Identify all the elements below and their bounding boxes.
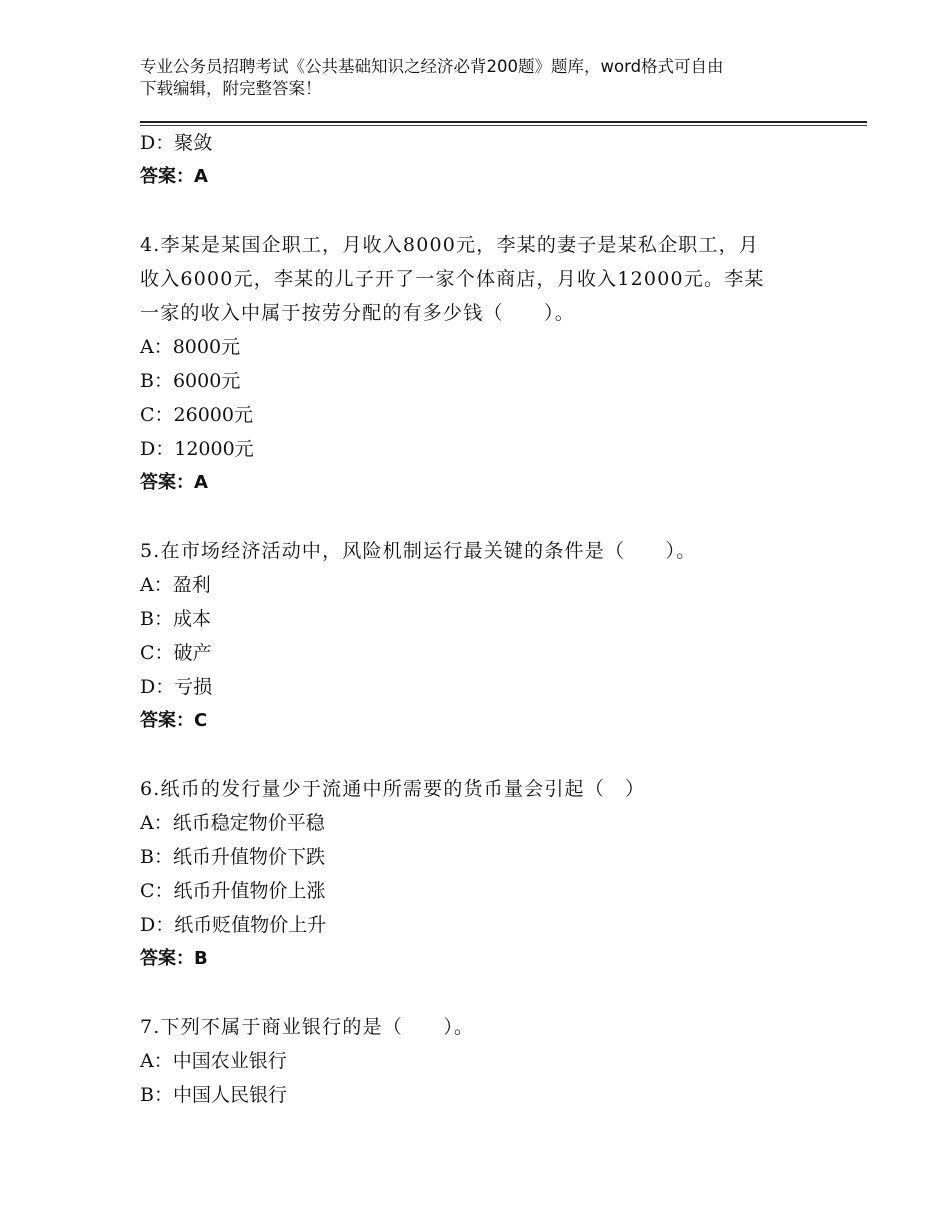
- option-d: D：亏损: [140, 676, 213, 698]
- option-a: A：纸币稳定物价平稳: [140, 812, 325, 834]
- question-stem-line: 5.在市场经济活动中，风险机制运行最关键的条件是（ ）。: [140, 540, 697, 562]
- question-stem-line: 4.李某是某国企职工，月收入8000元，李某的妻子是某私企职工，月: [140, 234, 760, 256]
- spacer: [140, 194, 830, 228]
- option-c: C：破产: [140, 642, 212, 664]
- question-stem-line: 6.纸币的发行量少于流通中所需要的货币量会引起（ ）: [140, 778, 646, 800]
- option-d: D：聚敛: [140, 132, 213, 154]
- option-a: A：盈利: [140, 574, 211, 596]
- answer-line: 答案：B: [140, 948, 208, 969]
- option-a: A：8000元: [140, 336, 241, 358]
- header-rule-thick: [140, 121, 867, 123]
- answer-line: 答案：A: [140, 472, 208, 493]
- question-stem-line: 7.下列不属于商业银行的是（ ）。: [140, 1016, 475, 1038]
- question-stem-line: 收入6000元，李某的儿子开了一家个体商店，月收入12000元。李某: [140, 268, 765, 290]
- spacer: [140, 500, 830, 534]
- answer-line: 答案：A: [140, 166, 208, 187]
- option-c: C：26000元: [140, 404, 253, 426]
- option-d: D：纸币贬值物价上升: [140, 914, 327, 936]
- question-4: [140, 228, 830, 500]
- option-b: B：成本: [140, 608, 211, 630]
- document-header: [140, 56, 820, 100]
- question-7: [140, 1010, 830, 1112]
- option-d: D：12000元: [140, 438, 254, 460]
- header-line-2: 下载编辑，附完整答案！: [140, 79, 322, 98]
- option-b: B：纸币升值物价下跌: [140, 846, 325, 868]
- spacer: [140, 738, 830, 772]
- answer-line: 答案：C: [140, 710, 208, 731]
- option-a: A：中国农业银行: [140, 1050, 287, 1072]
- option-c: C：纸币升值物价上涨: [140, 880, 326, 902]
- option-b: B：6000元: [140, 370, 241, 392]
- question-stem-line: 一家的收入中属于按劳分配的有多少钱（ ）。: [140, 302, 575, 324]
- spacer: [140, 976, 830, 1010]
- question-5: [140, 534, 830, 738]
- header-line-1: 专业公务员招聘考试《公共基础知识之经济必背200题》题库，word格式可自由: [140, 57, 724, 76]
- option-b: B：中国人民银行: [140, 1084, 287, 1106]
- question-content: [140, 126, 830, 1112]
- question-6: [140, 772, 830, 976]
